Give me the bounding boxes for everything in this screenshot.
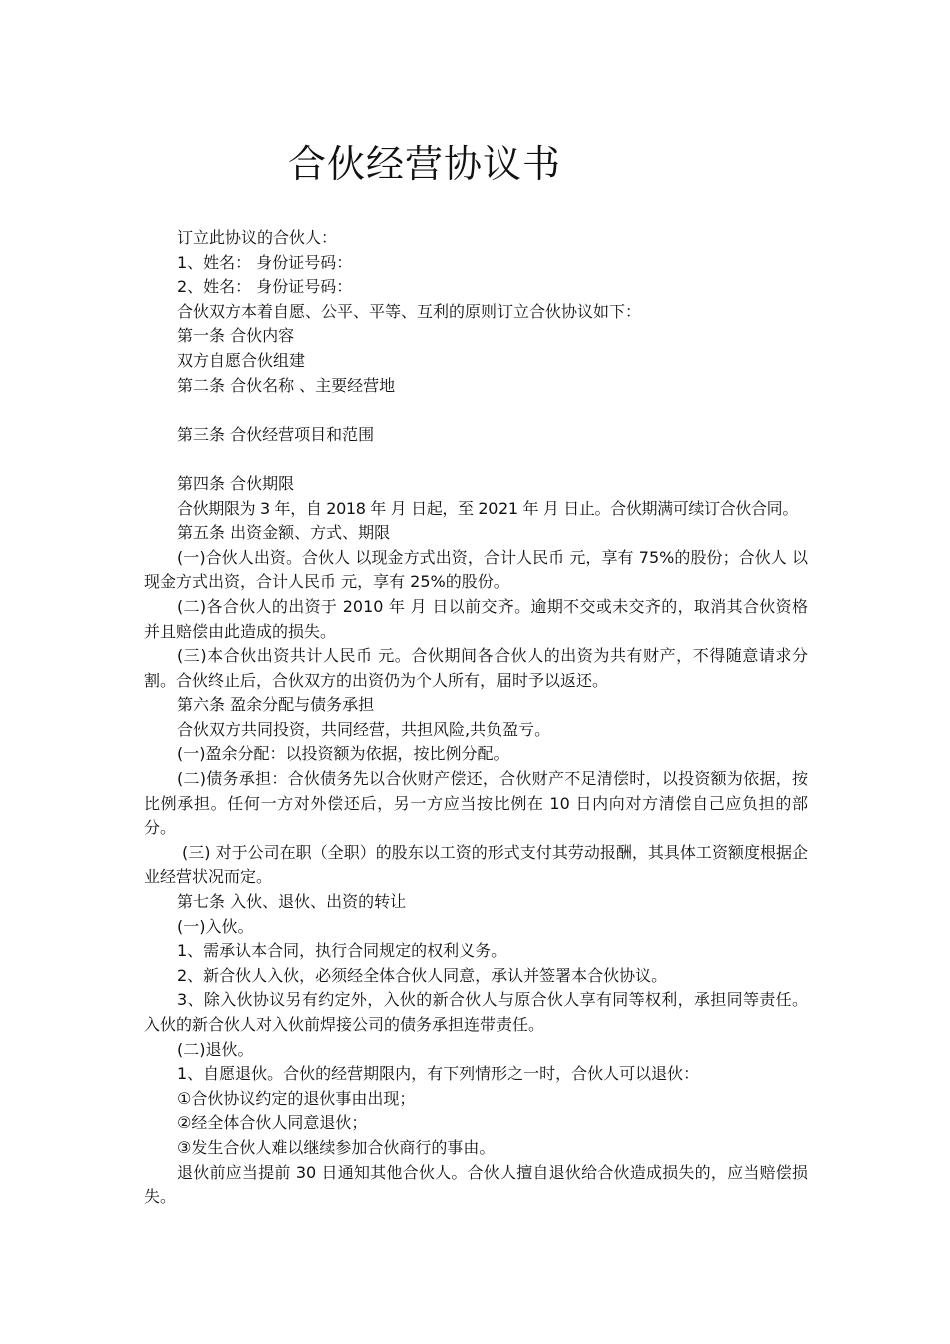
paragraph: 2、新合伙人入伙，必须经全体合伙人同意，承认并签署本合伙协议。 bbox=[177, 965, 668, 985]
paragraph: 退伙前应当提前 30 日通知其他合伙人。合伙人擅自退伙给合伙造成损失的，应当赔偿损失。 bbox=[144, 1162, 808, 1207]
paragraph: 1、姓名： 身份证号码： bbox=[177, 252, 353, 272]
document-title: 合伙经营协议书 bbox=[288, 142, 562, 186]
paragraph: 合伙双方本着自愿、公平、平等、互利的原则订立合伙协议如下： bbox=[177, 301, 642, 321]
document-body bbox=[144, 226, 808, 1210]
paragraph: (二)债务承担：合伙债务先以合伙财产偿还，合伙财产不足清偿时，以投资额为依据，按比例承担。任何一方对外偿还后，另一方应当按比例在 10 日内向对方清偿自己应负担的部分。 bbox=[144, 769, 808, 838]
section-heading: 第一条 合伙内容 bbox=[177, 326, 295, 346]
section-heading: 第四条 合伙期限 bbox=[177, 473, 295, 493]
paragraph: 1、自愿退伙。合伙的经营期限内，有下列情形之一时，合伙人可以退伙： bbox=[177, 1064, 700, 1084]
section-heading: 第五条 出资金额、方式、期限 bbox=[177, 523, 391, 543]
paragraph: ①合伙协议约定的退伙事由出现； bbox=[177, 1088, 416, 1108]
paragraph: 双方自愿合伙组建 bbox=[177, 350, 306, 370]
paragraph: 订立此协议的合伙人： bbox=[177, 228, 338, 247]
section-heading: 第六条 盈余分配与债务承担 bbox=[177, 695, 375, 715]
section-heading: 第三条 合伙经营项目和范围 bbox=[177, 424, 375, 444]
paragraph: (一)盈余分配：以投资额为依据，按比例分配。 bbox=[177, 744, 510, 764]
paragraph: 3、除入伙协议另有约定外，入伙的新合伙人与原合伙人享有同等权利，承担同等责任。入伙的新合伙人对入伙前焊接公司的债务承担连带责任。 bbox=[144, 990, 808, 1034]
paragraph: 2、姓名： 身份证号码： bbox=[177, 277, 353, 297]
paragraph: 合伙期限为 3 年，自 2018 年 月 日起，至 2021 年 月 日止。合伙期满可续订合伙合同。 bbox=[177, 498, 798, 518]
paragraph: ③发生合伙人难以继续参加合伙商行的事由。 bbox=[177, 1137, 496, 1157]
paragraph: (三) 对于公司在职（全职）的股东以工资的形式支付其劳动报酬，其具体工资额度根据企业经营状况而定。 bbox=[144, 842, 808, 887]
paragraph: (一)入伙。 bbox=[177, 916, 254, 936]
paragraph: ②经全体合伙人同意退伙； bbox=[177, 1113, 368, 1133]
blank-line bbox=[144, 398, 808, 423]
paragraph: (二)退伙。 bbox=[177, 1039, 254, 1059]
paragraph: (三)本合伙出资共计人民币 元。合伙期间各合伙人的出资为共有财产，不得随意请求分割。合伙终止后，合伙双方的出资仍为个人所有，届时予以返还。 bbox=[144, 646, 808, 690]
paragraph: (二)各合伙人的出资于 2010 年 月 日以前交齐。逾期不交或未交齐的，取消其合伙资格并且赔偿由此造成的损失。 bbox=[144, 596, 808, 641]
section-heading: 第二条 合伙名称 、主要经营地 bbox=[177, 375, 396, 395]
section-heading: 第七条 入伙、退伙、出资的转让 bbox=[177, 892, 407, 912]
blank-line bbox=[144, 447, 808, 472]
paragraph: 合伙双方共同投资，共同经营，共担风险,共负盈亏。 bbox=[177, 719, 551, 739]
paragraph: 1、需承认本合同，执行合同规定的权利义务。 bbox=[177, 941, 508, 961]
paragraph: (一)合伙人出资。合伙人 以现金方式出资，合计人民币 元，享有 75%的股份；合伙人 以现金方式出资，合计人民币 元，享有 25%的股份。 bbox=[144, 547, 808, 592]
